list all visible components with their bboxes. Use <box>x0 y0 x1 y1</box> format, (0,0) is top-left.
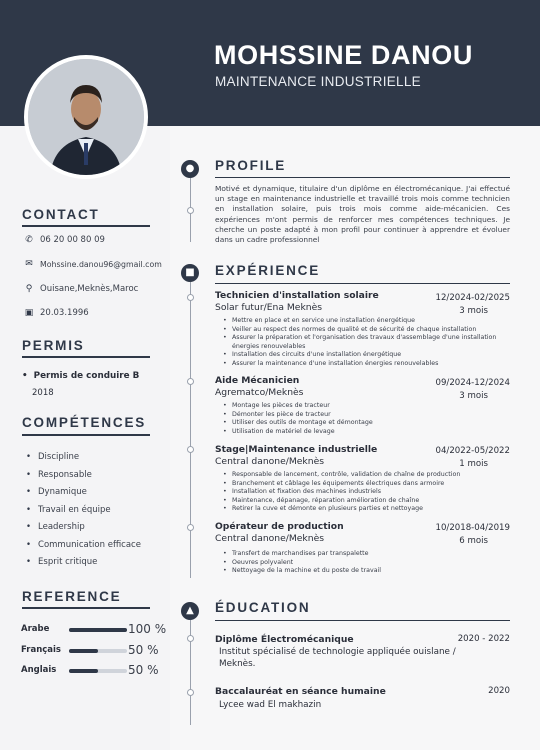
edu-school: Lycee wad El makhazin <box>219 700 322 710</box>
timeline-dot <box>187 635 194 642</box>
candidate-name: MOHSSINE DANOU <box>214 40 473 70</box>
reference-heading: REFERENCE <box>22 589 122 604</box>
user-icon: ● <box>181 160 199 178</box>
contact-email-row <box>22 259 162 269</box>
competence-item: • Esprit critique <box>26 557 97 567</box>
job-task-list <box>223 550 508 576</box>
job-task: • Oeuvres polyvalent <box>223 559 508 568</box>
timeline-dot <box>187 689 194 696</box>
job-duration: 3 mois <box>459 391 488 401</box>
job-task: • Assurer la maintenance d'une installation énergies renouvelables <box>223 360 508 369</box>
lang-level-fill <box>69 669 98 673</box>
lang-percent: 50 % <box>128 663 159 677</box>
lang-percent: 50 % <box>128 643 159 657</box>
contact-address: Ouisane,Meknès,Maroc <box>40 284 139 294</box>
job-company: Central danone/Meknès <box>215 456 325 467</box>
lang-name: Anglais <box>21 665 57 675</box>
lang-level-fill <box>69 649 98 653</box>
job-task: • Responsable de lancement, contrôle, validation de chaîne de production <box>223 471 508 480</box>
job-task: • Montage les pièces de tracteur <box>223 402 508 411</box>
profile-photo <box>24 55 148 179</box>
job-task-list <box>223 317 508 369</box>
job-company: Solar futur/Ena Meknès <box>215 302 323 313</box>
profile-heading: PROFILE <box>215 158 287 173</box>
job-date: 12/2024-02/2025 <box>435 293 510 303</box>
job-task: • Transfert de marchandises par transpalette <box>223 550 508 559</box>
permis-label: Permis de conduire B <box>33 371 140 381</box>
job-duration: 3 mois <box>459 306 488 316</box>
job-task: • Veiller au respect des normes de qualité et de sécurité de chaque installation <box>223 326 508 335</box>
job-duration: 6 mois <box>459 536 488 546</box>
phone-icon: ✆ <box>25 235 33 245</box>
contact-underline <box>22 225 150 227</box>
graduation-cap-icon: ▲ <box>181 602 199 620</box>
location-pin-icon: ⚲ <box>25 284 33 294</box>
timeline-line <box>190 282 191 578</box>
contact-birth-row <box>22 308 89 318</box>
contact-heading: CONTACT <box>22 207 100 222</box>
lang-level-bar <box>69 628 127 632</box>
job-date: 10/2018-04/2019 <box>435 523 510 533</box>
timeline-dot <box>187 524 194 531</box>
competence-item: • Dynamique <box>26 487 87 497</box>
lang-level-bar <box>69 649 127 653</box>
briefcase-icon: ■ <box>181 264 199 282</box>
envelope-icon: ✉ <box>25 259 33 269</box>
competence-item: • Discipline <box>26 452 79 462</box>
job-company: Agrematco/Meknès <box>215 387 304 398</box>
timeline-dot <box>187 446 194 453</box>
job-date: 09/2024-12/2024 <box>435 378 510 388</box>
job-task-list <box>223 471 508 514</box>
competence-item: • Travail en équipe <box>26 505 111 515</box>
permis-year: 2018 <box>32 388 54 398</box>
contact-phone-row <box>22 235 105 245</box>
permis-underline <box>22 356 150 358</box>
timeline-dot <box>187 207 194 214</box>
job-task: • Mettre en place et en service une installation énergétique <box>223 317 508 326</box>
profile-text: Motivé et dynamique, titulaire d'un diplôme en électromécanique. J'ai effectué un stage en maintenance industrielle et travaillé trois mois comme technicien en installation solaire, puis trois mois comme aide-mécanicien. Ces expériences m'ont permis de renforcer mes compétences techniques. Je cherche un poste adapté à mon profil pour continuer à apprendre et évoluer dans un cadre professionnel <box>215 184 510 245</box>
job-title: Aide Mécanicien <box>215 375 300 386</box>
job-task: • Installation des circuits d'une installation énergétique <box>223 351 508 360</box>
contact-phone: 06 20 00 80 09 <box>40 235 105 245</box>
edu-title: Baccalauréat en séance humaine <box>215 686 386 697</box>
contact-email: Mohssine.danou96@gmail.com <box>40 259 162 269</box>
competence-item: • Leadership <box>26 522 85 532</box>
competence-item: • Communication efficace <box>26 540 141 550</box>
lang-level-bar <box>69 669 127 673</box>
timeline-dot <box>187 378 194 385</box>
job-duration: 1 mois <box>459 459 488 469</box>
experience-underline <box>215 283 510 284</box>
education-underline <box>215 620 510 621</box>
lang-name: Arabe <box>21 624 50 634</box>
contact-address-row <box>22 284 138 294</box>
edu-title: Diplôme Électromécanique <box>215 634 354 645</box>
education-heading: ÉDUCATION <box>215 600 311 615</box>
person-silhouette-icon <box>28 59 144 175</box>
job-task-list <box>223 402 508 436</box>
job-title: Stage|Maintenance industrielle <box>215 444 378 455</box>
job-task: • Assurer la préparation et l'organisation des travaux d'assemblage d'une installation énergies renouvelables <box>223 334 508 351</box>
job-task: • Démonter les pièce de tracteur <box>223 411 508 420</box>
profile-underline <box>215 177 510 178</box>
competences-heading: COMPÉTENCES <box>22 415 147 430</box>
competence-item: • Responsable <box>26 470 92 480</box>
job-title: Opérateur de production <box>215 521 344 532</box>
job-date: 04/2022-05/2022 <box>435 446 510 456</box>
job-title: Technicien d'installation solaire <box>215 290 379 301</box>
edu-school: Institut spécialisé de technologie appliquée ouislane / Meknès. <box>219 647 456 669</box>
permis-heading: PERMIS <box>22 338 85 353</box>
job-task: • Nettoyage de la machine et du poste de travail <box>223 567 508 576</box>
reference-underline <box>22 607 150 609</box>
job-task: • Branchement et câblage les équipements électriques dans armoire <box>223 480 508 489</box>
lang-name: Français <box>21 645 61 655</box>
calendar-icon: ▣ <box>24 308 34 318</box>
edu-date: 2020 - 2022 <box>457 634 510 644</box>
job-task: • Utilisation de matériel de levage <box>223 428 508 437</box>
job-task: • Utiliser des outils de montage et démontage <box>223 419 508 428</box>
candidate-title: MAINTENANCE INDUSTRIELLE <box>215 74 421 89</box>
edu-date: 2020 <box>488 686 510 696</box>
job-task: • Installation et fixation des machines industriels <box>223 488 508 497</box>
competences-underline <box>22 434 150 436</box>
timeline-dot <box>187 294 194 301</box>
contact-birth: 20.03.1996 <box>40 308 89 318</box>
job-task: • Maintenance, dépanage, réparation amélioration de chaîne <box>223 497 508 506</box>
experience-heading: EXPÉRIENCE <box>215 263 321 278</box>
permis-item: • Permis de conduire B <box>22 371 140 381</box>
job-task: • Retirer la cuve et démonte en plusieurs parties et nettoyage <box>223 505 508 514</box>
lang-level-fill <box>69 628 127 632</box>
job-company: Central danone/Meknès <box>215 533 325 544</box>
lang-percent: 100 % <box>128 622 167 636</box>
